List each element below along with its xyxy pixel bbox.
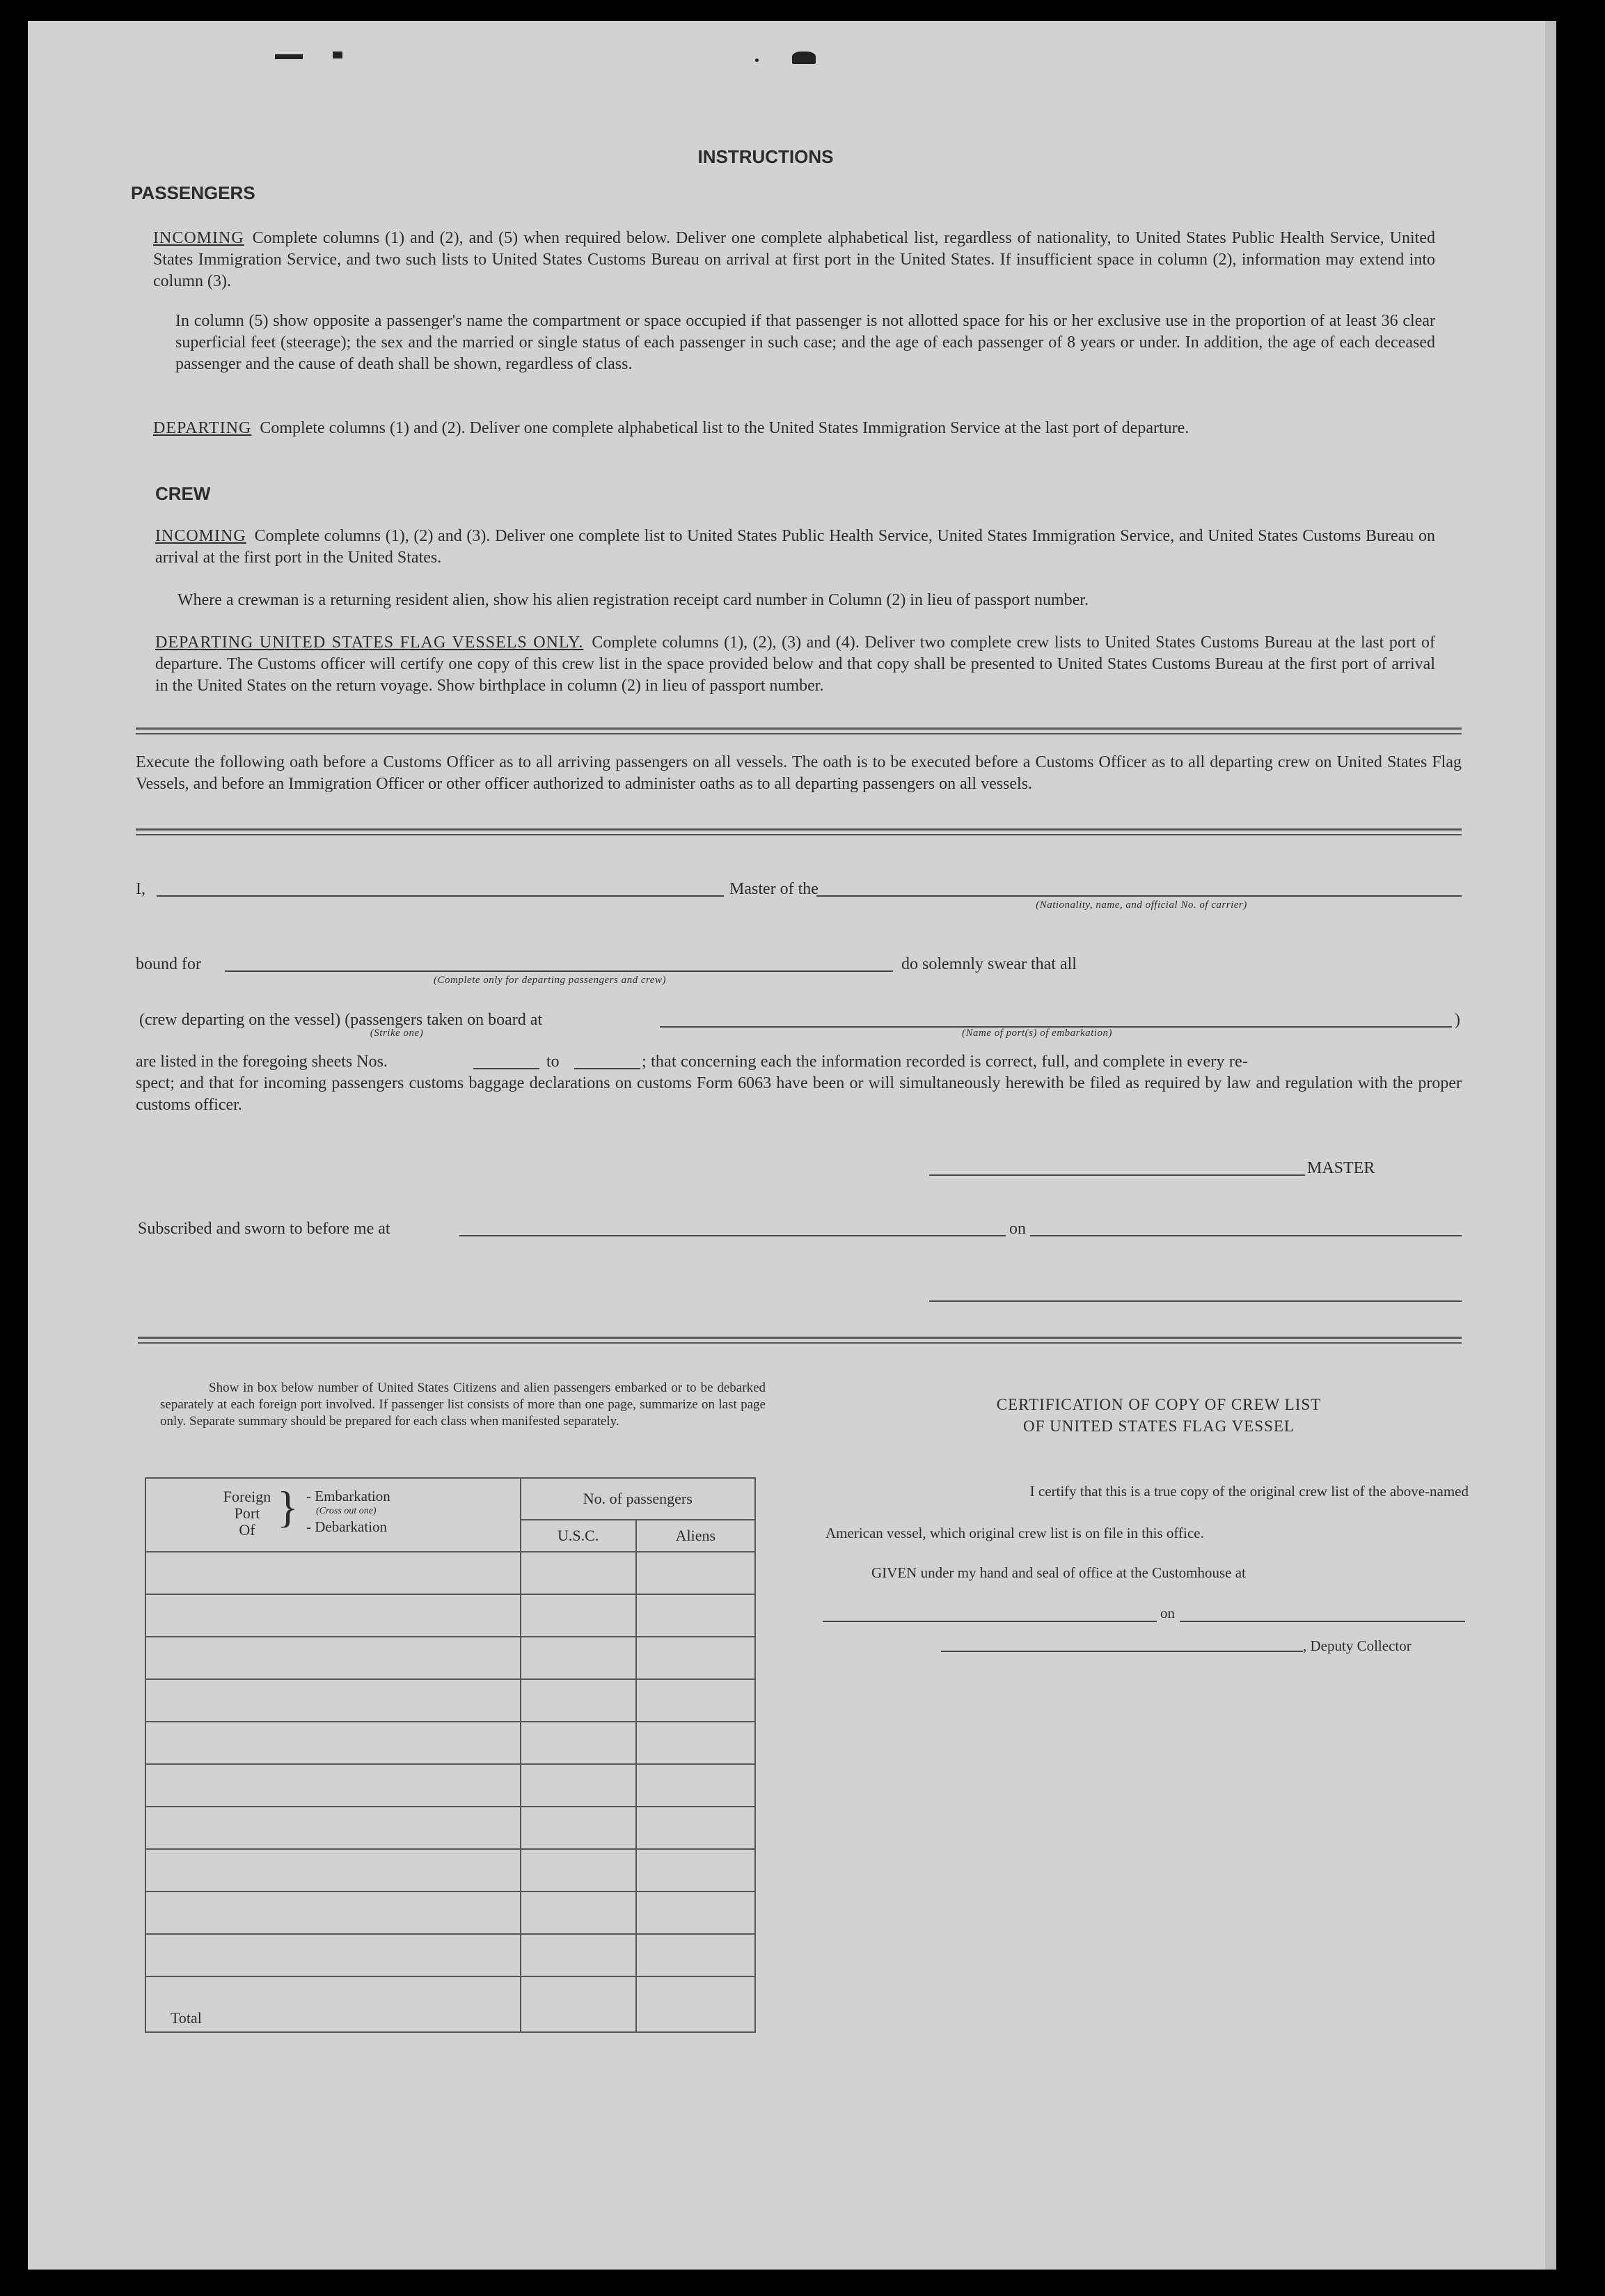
incoming-label: INCOMING: [153, 229, 244, 247]
debarkation-option[interactable]: - Debarkation: [306, 1518, 388, 1535]
embarkation-option[interactable]: - Embarkation: [306, 1488, 390, 1504]
usc-header: U.S.C.: [521, 1520, 636, 1552]
crew-incoming-label: INCOMING: [155, 527, 246, 545]
carrier-field[interactable]: [816, 895, 1462, 897]
crew-resident-paragraph: Where a crewman is a returning resident alien, show his alien registration receipt card number in Column (2) in lieu of passport number.: [177, 591, 1089, 609]
officer-signature-field[interactable]: [929, 1300, 1462, 1302]
cert-on-label: on: [1160, 1605, 1175, 1621]
column5-paragraph: In column (5) show opposite a passenger's name the compartment or space occupied if that passenger is not allotted space for his or her exclusive use in the proportion of at least 36 clear superficial feet (steerage); the sex and the married or single status of each passenger in such case; and the age of each passenger of 8 years or under. In addition, the age of each deceased passenger and the cause of death shall be shown, regardless of class.: [175, 312, 1435, 373]
crew-heading: CREW: [155, 483, 211, 504]
crew-departing-text: Complete columns (1), (2), (3) and (4). Deliver two complete crew lists to United States Customs Bureau at the last port of departure. The Customs officer will certify one copy of this crew list in the space provided below and that copy shall be presented to United States Customs Bureau at the first port of arrival in the United States on the return voyage. Show birthplace in column (2) in lieu of passport number.: [155, 634, 1435, 695]
bound-for-field[interactable]: [225, 970, 893, 972]
departing-label: DEPARTING: [153, 419, 252, 437]
certify-line-2: American vessel, which original crew list is on file in this office.: [825, 1525, 1204, 1541]
scan-mark: [333, 52, 342, 58]
table-row: [145, 1849, 755, 1892]
scan-mark: [275, 54, 303, 59]
crew-incoming-paragraph: [155, 526, 1435, 569]
section-divider: [138, 1337, 1462, 1344]
oath-i-label: I,: [136, 880, 145, 898]
customhouse-field[interactable]: [823, 1621, 1157, 1622]
master-signature-field[interactable]: [929, 1174, 1305, 1176]
no-of-passengers-header: No. of passengers: [521, 1478, 755, 1520]
given-line: GIVEN under my hand and seal of office at the Customhouse at: [871, 1564, 1246, 1581]
table-row: [145, 1764, 755, 1807]
passengers-incoming-text: Complete columns (1) and (2), and (5) when required below. Deliver one complete alphabetical list, regardless of nationality, to United States Public Health Service, United States Immigration Service, and two such lists to United States Customs Bureau on arrival at first port in the United States. If insufficient space in column (2), information may extend into column (3).: [153, 229, 1435, 290]
sworn-place-field[interactable]: [459, 1235, 1006, 1236]
table-row: [145, 1807, 755, 1849]
section-divider: [136, 728, 1462, 734]
certify-line-1: I certify that this is a true copy of the original crew list of the above-named: [1029, 1483, 1469, 1500]
certification-title-line1: CERTIFICATION OF COPY OF CREW LIST: [996, 1396, 1322, 1413]
total-label: Total: [145, 1976, 521, 2032]
table-row: [145, 1679, 755, 1722]
oath-intro: Execute the following oath before a Customs Officer as to all arriving passengers on all vessels. The oath is to be executed before a Customs Officer as to all departing crew on United States Flag Vessels, and before an Immigration Officer or other officer authorized to administer oaths as to all departing passengers on all vessels.: [136, 753, 1462, 793]
sheet-from-field[interactable]: [473, 1068, 539, 1069]
close-paren: ): [1455, 1011, 1460, 1029]
subscribed-label: Subscribed and sworn to before me at: [138, 1220, 390, 1238]
deputy-collector-label: , Deputy Collector: [1303, 1637, 1412, 1654]
listed-text-continued: ; that concerning each the information recorded is correct, full, and complete in every re-: [642, 1053, 1249, 1071]
sworn-date-field[interactable]: [1030, 1235, 1462, 1236]
aliens-header: Aliens: [636, 1520, 755, 1552]
page-title: INSTRUCTIONS: [697, 146, 834, 167]
port-header-cell: [145, 1478, 521, 1552]
passengers-departing-text: Complete columns (1) and (2). Deliver one complete alphabetical list to the United States Immigration Service at the last port of departure.: [260, 419, 1189, 437]
cert-date-field[interactable]: [1180, 1621, 1465, 1622]
deputy-signature-field[interactable]: [941, 1651, 1303, 1652]
bound-for-label: bound for: [136, 955, 201, 973]
table-row: [145, 1934, 755, 1976]
summary-instructions: Show in box below number of United States Citizens and alien passengers embarked or to be debarked separately at each foreign port involved. If passenger list consists of more than one page, summarize on last page only. Separate summary should be prepared for each class when manifested separately.: [160, 1381, 766, 1429]
sheet-to-field[interactable]: [574, 1068, 640, 1069]
crew-incoming-text: Complete columns (1), (2) and (3). Deliver one complete list to United States Public Health Service, United States Immigration Service, and United States Customs Bureau on arrival at the first port in the United States.: [155, 527, 1435, 567]
table-row: [145, 1722, 755, 1764]
crew-departing-clause: (crew departing on the vessel) (passengers taken on board at: [139, 1011, 543, 1029]
foreign-port-label: Foreign Port Of: [223, 1488, 271, 1539]
brace-icon: }: [277, 1482, 299, 1532]
certification-title-line2: OF UNITED STATES FLAG VESSEL: [1023, 1417, 1295, 1435]
sworn-on-label: on: [1009, 1220, 1026, 1238]
embark-note: (Name of port(s) of embarkation): [962, 1028, 1112, 1039]
master-name-field[interactable]: [157, 895, 724, 897]
table-row: [145, 1892, 755, 1934]
section-divider: [136, 828, 1462, 835]
crew-departing-label: DEPARTING UNITED STATES FLAG VESSELS ONLY.: [155, 634, 584, 652]
listed-text-end: spect; and that for incoming passengers customs baggage declarations on customs Form 6063 have been or will simultaneously herewith be filed as required by law and regulation with the proper customs officer.: [136, 1074, 1462, 1114]
carrier-note: (Nationality, name, and official No. of carrier): [1036, 899, 1247, 911]
listed-to: to: [546, 1053, 560, 1071]
crew-departing-paragraph: [155, 632, 1435, 697]
master-of-label: Master of the: [729, 880, 819, 898]
master-label: MASTER: [1307, 1159, 1375, 1177]
total-row: [145, 1976, 755, 2032]
certification-title: [898, 1394, 1420, 1437]
table-row: [145, 1637, 755, 1679]
passengers-incoming-paragraph: [153, 228, 1435, 292]
table-row: [145, 1552, 755, 1594]
scan-mark: [755, 58, 759, 62]
strike-note: (Strike one): [370, 1028, 424, 1039]
passengers-heading: PASSENGERS: [131, 182, 255, 203]
embark-debark-labels: - Embarkation (Cross out one) - Debarkation: [306, 1488, 390, 1535]
table-row: [145, 1594, 755, 1637]
listed-text: are listed in the foregoing sheets Nos.: [136, 1053, 388, 1071]
swear-text: do solemnly swear that all: [901, 955, 1077, 973]
scan-mark: [792, 52, 816, 64]
bound-note: (Complete only for departing passengers and crew): [434, 975, 666, 986]
passenger-summary-table: [145, 1477, 756, 2033]
form-page: [28, 21, 1556, 2270]
passengers-departing-paragraph: [153, 418, 1435, 439]
